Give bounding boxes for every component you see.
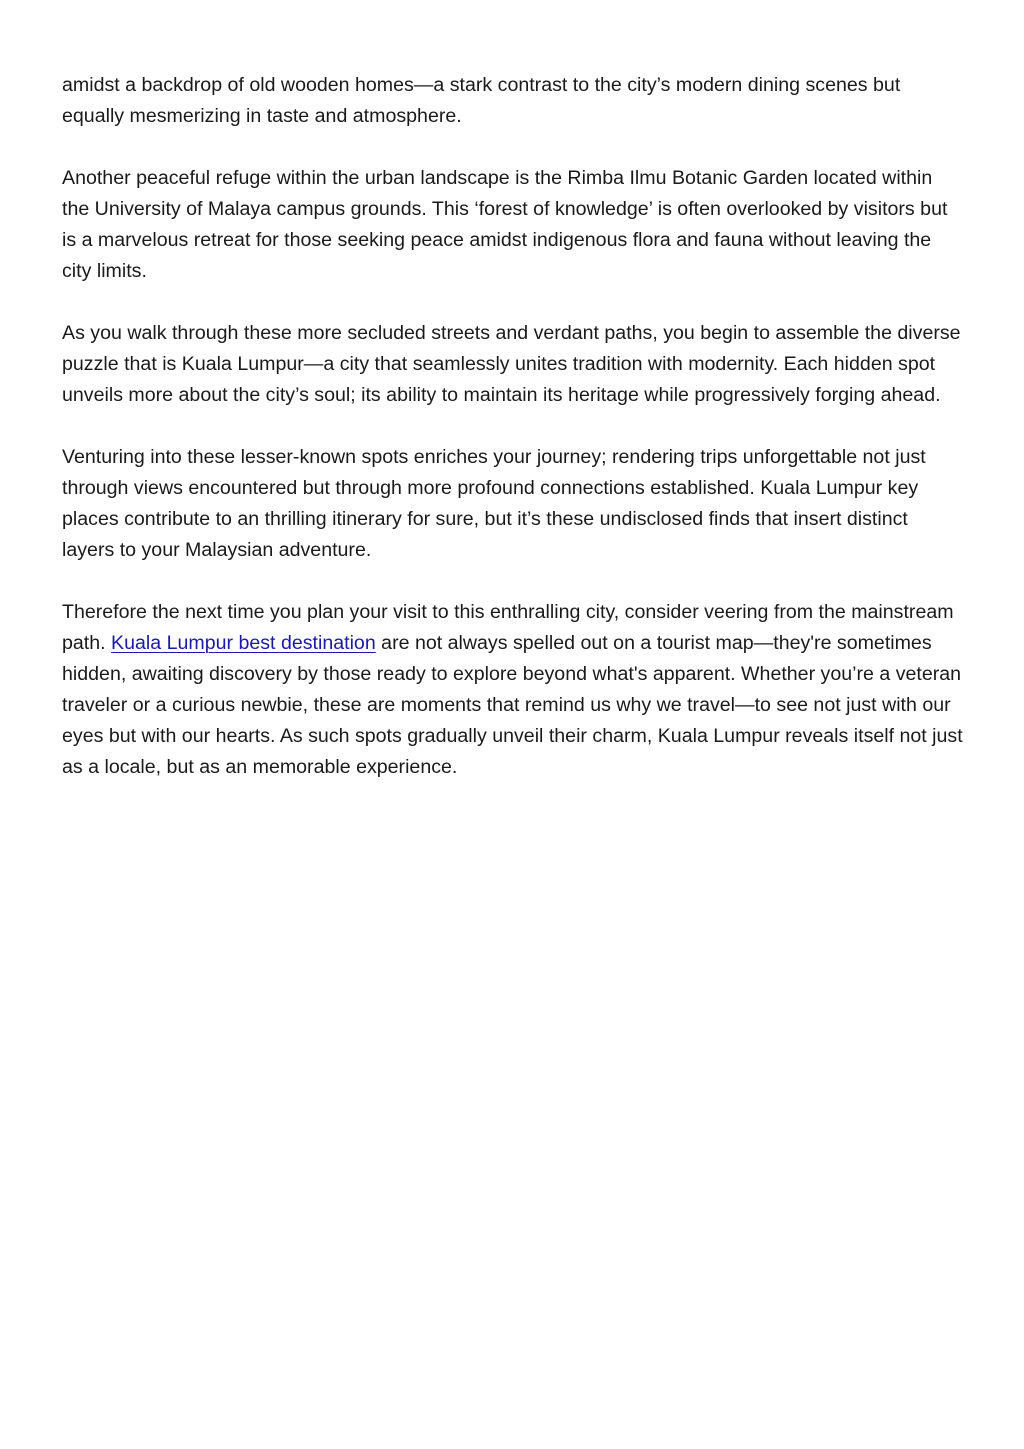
paragraph-5-text-before-link: Therefore the next time you plan your visit to this enthralling city, consider veering from the mainstream path. — [62, 601, 954, 654]
paragraph-4: Venturing into these lesser-known spots enriches your journey; rendering trips unforgettable not just through views encountered but through more profound connections established. Kuala Lumpur key places contribute to an thrilling itinerary for sure, but it’s these undisclosed finds that insert distinct layers to your Malaysian adventure. — [62, 446, 926, 561]
destination-link[interactable]: Kuala Lumpur best destination — [111, 632, 376, 654]
paragraph-3: As you walk through these more secluded streets and verdant paths, you begin to assemble the diverse puzzle that is Kuala Lumpur—a city that seamlessly unites tradition with modernity. Each hidden spot unveils more about the city’s soul; its ability to maintain its heritage while progressively forging ahead. — [62, 322, 961, 406]
paragraph-1: amidst a backdrop of old wooden homes—a stark contrast to the city’s modern dining scenes but equally mesmerizing in taste and atmosphere. — [62, 74, 901, 127]
paragraph-5 — [62, 597, 964, 783]
paragraph-5-text-after-link: are not always spelled out on a tourist map—they're sometimes hidden, awaiting discovery by those ready to explore beyond what's apparent. Whether you’re a veteran traveler or a curious newbie, these are moments that remind us why we travel—to see not just with our eyes but with our hearts. As such spots gradually unveil their charm, Kuala Lumpur reveals itself not just as a locale, but as an memorable experience. — [62, 632, 963, 778]
paragraph-2: Another peaceful refuge within the urban landscape is the Rimba Ilmu Botanic Garden located within the University of Malaya campus grounds. This ‘forest of knowledge’ is often overlooked by visitors but is a marvelous retreat for those seeking peace amidst indigenous flora and fauna without leaving the city limits. — [62, 167, 948, 282]
